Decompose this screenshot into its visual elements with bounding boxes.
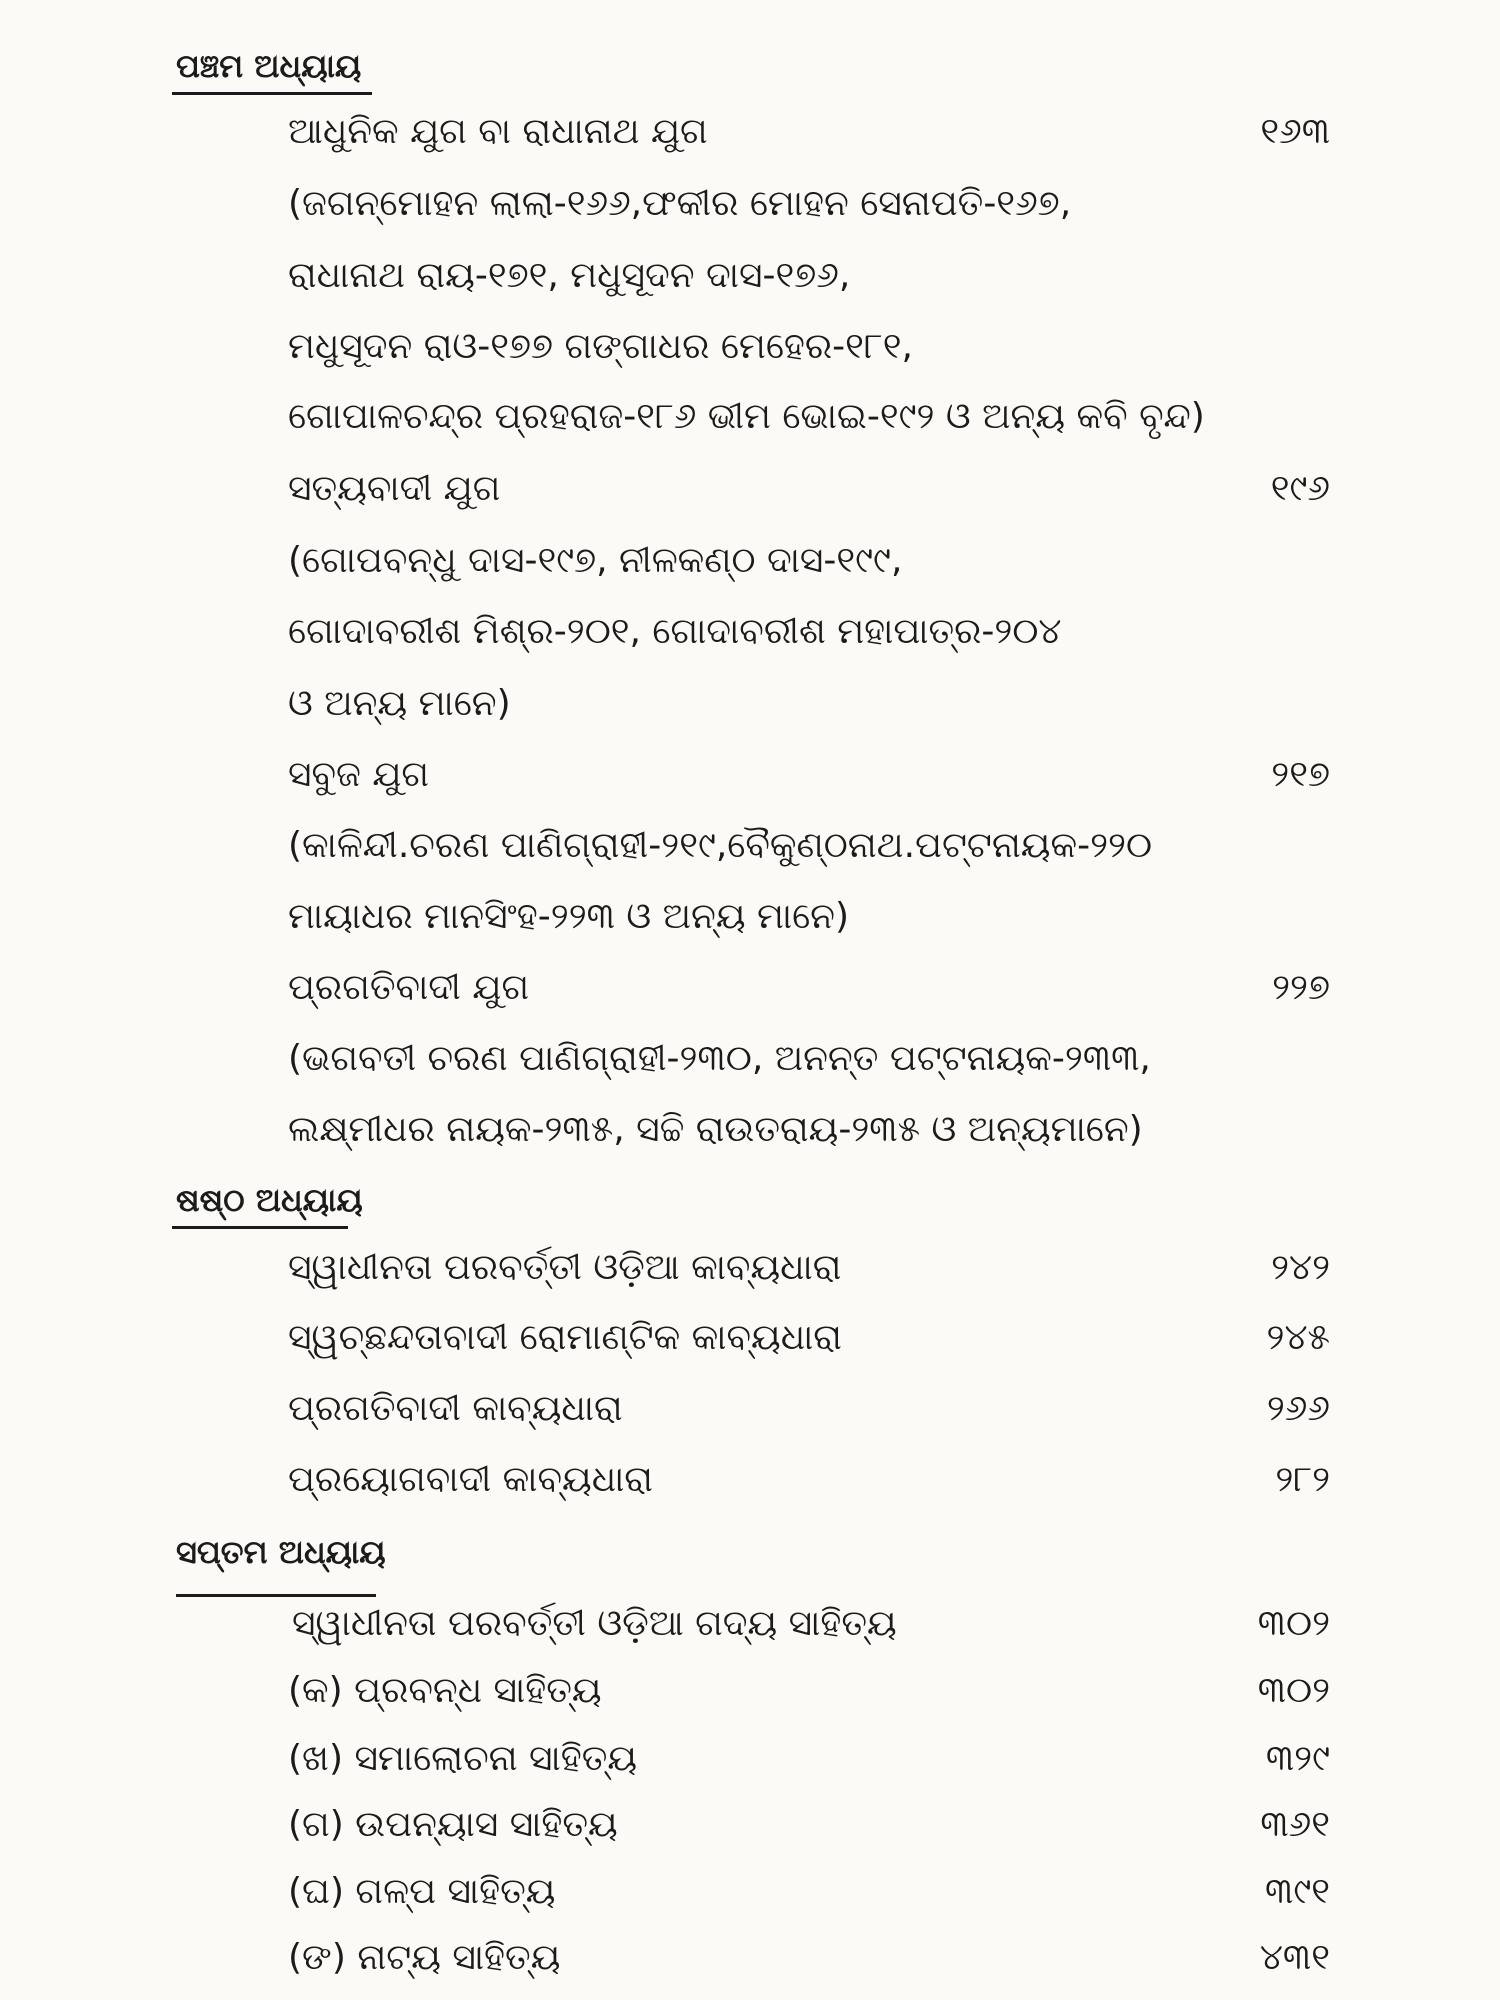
toc-page-number: ୩୬୧ [1260,1804,1330,1845]
toc-page-number: ୪୩୧ [1259,1937,1330,1978]
toc-entry-title: ପ୍ରୟୋଗବାଦୀ କାବ୍ୟଧାରା [288,1459,653,1500]
toc-entry-title: ପ୍ରଗତିବାଦୀ ଯୁଗ [288,967,530,1008]
toc-entry-detail: ଗୋଦାବରୀଶ ମିଶ୍ର-୨୦୧, ଗୋଦାବରୀଶ ମହାପାତ୍ର-୨୦୪ [288,611,1062,652]
toc-entry-title: ସ୍ୱାଧୀନତା ପରବର୍ତ୍ତୀ ଓଡ଼ିଆ କାବ୍ୟଧାରା [288,1247,842,1288]
toc-entry-detail: ଲକ୍ଷ୍ମୀଧର ନାୟକ-୨୩୫, ସଚ୍ଚି ରାଉତରାୟ-୨୩୫ ଓ ଅନ୍ୟମାନେ) [288,1109,1143,1150]
toc-entry-title: ଆଧୁନିକ ଯୁଗ ବା ରାଧାନାଥ ଯୁଗ [288,111,708,152]
toc-page-number: ୨୪୫ [1266,1317,1330,1358]
toc-entry-detail: ଓ ଅନ୍ୟ ମାନେ) [288,683,511,724]
toc-entry-title: (ଘ) ଗଳ୍ପ ସାହିତ୍ୟ [288,1871,556,1912]
toc-entry-title: ସ୍ୱାଧୀନତା ପରବର୍ତ୍ତୀ ଓଡ଼ିଆ ଗଦ୍ୟ ସାହିତ୍ୟ [292,1603,897,1644]
toc-entry-detail: ମଧୁସୂଦନ ରାଓ-୧୭୭ ଗଙ୍ଗାଧର ମେହେର-୧୮୧, [288,326,913,367]
toc-entry-detail: (ଜଗନ୍ମୋହନ ଲାଲା-୧୬୬,ଫକୀର ମୋହନ ସେନାପତି-୧୬୭, [288,183,1072,224]
chapter-heading: ଷଷ୍ଠ ଅଧ୍ୟାୟ [176,1181,363,1219]
toc-entry-detail: ରାଧାନାଥ ରାୟ-୧୭୧, ମଧୁସୂଦନ ଦାସ-୧୭୬, [288,255,851,296]
chapter-heading: ସପ୍ତମ ଅଧ୍ୟାୟ [176,1533,386,1571]
toc-entry-detail: ଗୋପାଳଚନ୍ଦ୍ର ପ୍ରହରାଜ-୧୮୬ ଭୀମ ଭୋଇ-୧୯୨ ଓ ଅନ୍ୟ କବି ବୃନ୍ଦ) [288,396,1205,437]
toc-entry-title: (କ) ପ୍ରବନ୍ଧ ସାହିତ୍ୟ [288,1670,602,1711]
toc-page-number: ୨୨୭ [1272,967,1330,1008]
toc-entry-title: (ଗ) ଉପନ୍ୟାସ ସାହିତ୍ୟ [288,1804,618,1845]
toc-page-number: ୩୦୨ [1257,1670,1330,1711]
heading-underline [172,1226,348,1229]
toc-page-number: ୨୧୭ [1271,754,1330,795]
heading-underline [176,1594,376,1597]
toc-entry-title: (ଙ) ନାଟ୍ୟ ସାହିତ୍ୟ [288,1937,561,1978]
toc-entry-title: ସବୁଜ ଯୁଗ [288,754,430,795]
toc-page-number: ୨୪୨ [1271,1247,1330,1288]
toc-entry-title: ପ୍ରଗତିବାଦୀ କାବ୍ୟଧାରା [288,1388,623,1429]
toc-entry-title: (ଖ) ସମାଲୋଚନା ସାହିତ୍ୟ [288,1738,638,1779]
toc-entry-detail: ମାୟାଧର ମାନସିଂହ-୨୨୩ ଓ ଅନ୍ୟ ମାନେ) [288,896,850,937]
toc-page-number: ୩୯୧ [1265,1871,1330,1912]
chapter-heading: ପଞ୍ଚମ ଅଧ୍ୟାୟ [176,47,362,85]
toc-entry-detail: (ଭଗବତୀ ଚରଣ ପାଣିଗ୍ରାହୀ-୨୩୦, ଅନନ୍ତ ପଟ୍ଟନାୟକ-୨୩୩, [288,1038,1151,1079]
toc-entry-detail: (କାଳିନ୍ଦୀ.ଚରଣ ପାଣିଗ୍ରାହୀ-୨୧୯,ବୈକୁଣ୍ଠନାଥ.ପଟ୍ଟନାୟକ-୨୨୦ [288,825,1153,866]
toc-page-number: ୨୬୬ [1266,1388,1330,1429]
toc-page-number: ୧୬୩ [1260,111,1330,152]
toc-page-number: ୩୨୯ [1265,1738,1330,1779]
toc-entry-title: ସ୍ୱଚ୍ଛନ୍ଦତାବାଦୀ ରୋମାଣ୍ଟିକ କାବ୍ୟଧାରା [288,1317,842,1358]
toc-page-number: ୧୯୬ [1270,468,1330,509]
toc-entry-title: ସତ୍ୟବାଦୀ ଯୁଗ [288,468,501,509]
toc-entry-detail: (ଗୋପବନ୍ଧୁ ଦାସ-୧୯୭, ନୀଳକଣ୍ଠ ଦାସ-୧୯୯, [288,540,903,581]
heading-underline [172,92,372,95]
toc-page-number: ୨୮୨ [1275,1459,1330,1500]
toc-page-number: ୩୦୨ [1257,1603,1330,1644]
